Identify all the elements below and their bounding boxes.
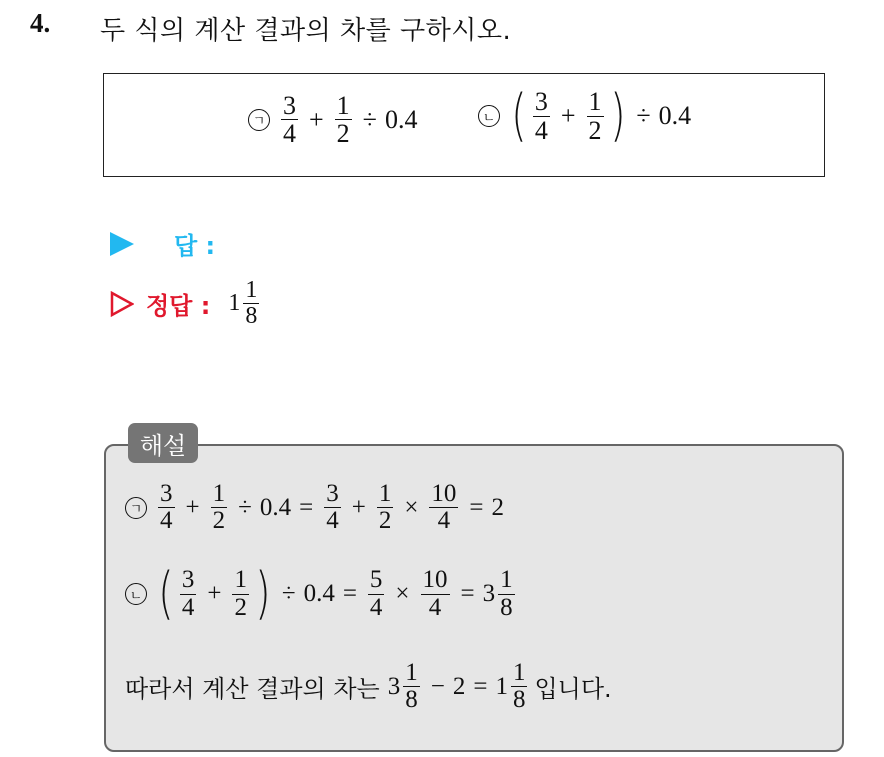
conclusion-text: 따라서 계산 결과의 차는: [125, 675, 380, 704]
explanation-line-2: ㄴ ( $\frac{3}{4}$ + $\frac{1}{2}$ ) ÷ 0.4 = $\frac{5}{4}$ × $\frac{10}{4}$ = 3 $\frac{1}{8}$: [125, 566, 518, 622]
correct-answer-label: 정답 :: [146, 292, 211, 321]
answer-row: [110, 226, 215, 261]
fraction: $\frac{1}{2}$: [234, 566, 247, 621]
fraction: $\frac{1}{2}$: [588, 87, 602, 145]
fraction: $\frac{3}{4}$: [181, 566, 195, 621]
fraction: $\frac{1}{2}$: [336, 91, 350, 149]
fraction: $\frac{1}{8}$: [245, 277, 258, 330]
outline-triangle-icon: [110, 291, 134, 317]
question-text: 두 식의 계산 결과의 차를 구하시오.: [100, 16, 512, 46]
circled-giyeok-icon: ㄱ: [125, 497, 147, 519]
expression-b: ㄴ ( $\frac{3}{4}$ + $\frac{1}{2}$ ) ÷ 0.4: [478, 88, 691, 144]
fraction: $\frac{1}{2}$: [212, 480, 226, 535]
fraction: $\frac{1}{8}$: [512, 659, 526, 714]
fraction: $\frac{10}{4}$: [422, 566, 448, 621]
fraction: $\frac{1}{8}$: [405, 659, 418, 714]
fraction: $\frac{3}{4}$: [534, 87, 548, 145]
explanation-tab: 해설: [128, 423, 198, 463]
question-number: 4.: [30, 8, 51, 38]
play-triangle-icon: [110, 232, 134, 256]
fraction: $\frac{3}{4}$: [326, 480, 339, 535]
fraction: $\frac{10}{4}$: [431, 480, 457, 535]
circled-giyeok-icon: ㄱ: [248, 109, 270, 131]
explanation-line-1: ㄱ $\frac{3}{4}$ + $\frac{1}{2}$ ÷ 0.4 = $\frac{3}{4}$ + $\frac{1}{2}$ × $\frac{10}{4}$ = 2: [125, 481, 504, 535]
correct-answer-row: [110, 278, 262, 329]
problem-box: [103, 73, 825, 177]
conclusion-end: 입니다.: [534, 675, 612, 704]
circled-nieun-icon: ㄴ: [125, 583, 147, 605]
fraction: $\frac{3}{4}$: [283, 91, 296, 149]
correct-answer-value: 1 $\frac{1}{8}$: [228, 277, 258, 330]
fraction: $\frac{1}{2}$: [378, 480, 392, 535]
explanation-line-3: 따라서 계산 결과의 차는 3 $\frac{1}{8}$ − 2 = 1 $\frac{1}{8}$ 입니다.: [125, 659, 612, 714]
expression-a: ㄱ $\frac{3}{4}$ + $\frac{1}{2}$ ÷ 0.4: [248, 92, 417, 148]
fraction: $\frac{5}{4}$: [369, 566, 383, 621]
answer-label: 답 :: [174, 232, 216, 260]
circled-nieun-icon: ㄴ: [478, 105, 500, 127]
fraction: $\frac{3}{4}$: [160, 480, 173, 535]
fraction: $\frac{1}{8}$: [500, 566, 513, 621]
